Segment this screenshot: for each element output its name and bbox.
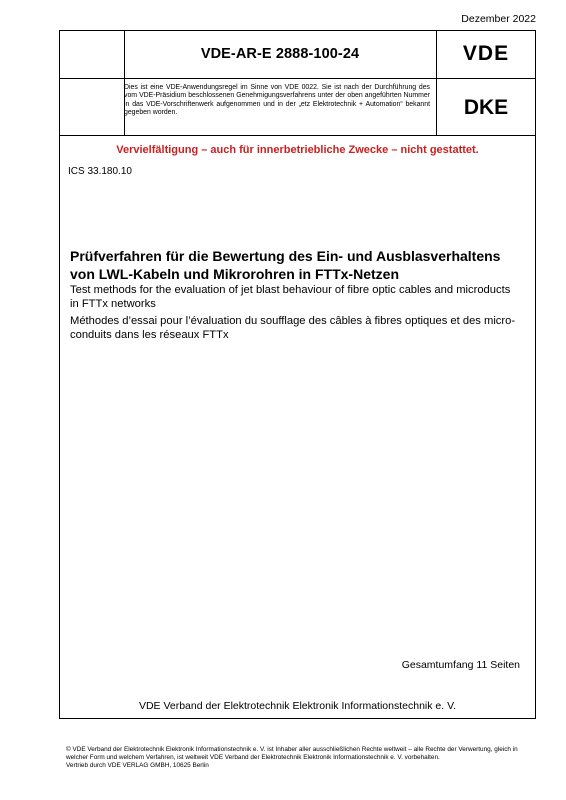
publisher: VDE Verband der Elektrotechnik Elektronik Informationstechnik e. V.: [138, 700, 457, 712]
frame-divider-header: [60, 78, 535, 79]
footer: [66, 746, 536, 770]
document-date: Dezember 2022: [461, 13, 536, 25]
ics-code: ICS 33.180.10: [68, 166, 132, 177]
title-french: Méthodes d’essai pour l’évaluation du soufflage des câbles à fibres optiques et des micro-conduits dans les réseaux FTTx: [70, 315, 516, 341]
frame-divider-note: [60, 135, 535, 136]
total-pages: Gesamtumfang 11 Seiten: [401, 659, 520, 671]
dke-logo: DKE: [463, 95, 509, 119]
copy-warning: Vervielfältigung – auch für innerbetriebliche Zwecke – nicht gestattet.: [116, 144, 479, 156]
distribution-notice: Vertrieb durch VDE VERLAG GMBH, 10625 Berlin: [66, 762, 209, 769]
copyright-notice: © VDE Verband der Elektrotechnik Elektronik Informationstechnik e. V. ist Inhaber aller ausschließlichen Rechte weltweit – alle Rechte der Verwertung, gleich in welcher Form und welchem Verfahren, ist weltweit VDE Verband der Elektrotechnik Elektronik Informationstechnik e. V. vorbehalten.: [66, 746, 518, 761]
vde-logo: [436, 30, 536, 78]
title-german: Prüfverfahren für die Bewertung des Ein- und Ausblasverhaltens von LWL-Kabeln und Mikrorohren in FTTx-Netzen: [70, 248, 501, 282]
document-code: VDE-AR-E 2888-100-24: [200, 46, 360, 62]
title-english: Test methods for the evaluation of jet blast behaviour of fibre optic cables and microducts in FTTx networks: [70, 284, 511, 310]
approval-note: Dies ist eine VDE-Anwendungsregel im Sinne von VDE 0022. Sie ist nach der Durchführung des vom VDE-Präsidium beschlossenen Genehmigungsverfahrens unter der oben angeführten Nummer in das VDE-Vorschriftenwerk aufgenommen und in der „etz Elektrotechnik + Automation“ bekannt gegeben worden.: [124, 84, 430, 117]
vde-logo-text: VDE: [462, 42, 510, 65]
